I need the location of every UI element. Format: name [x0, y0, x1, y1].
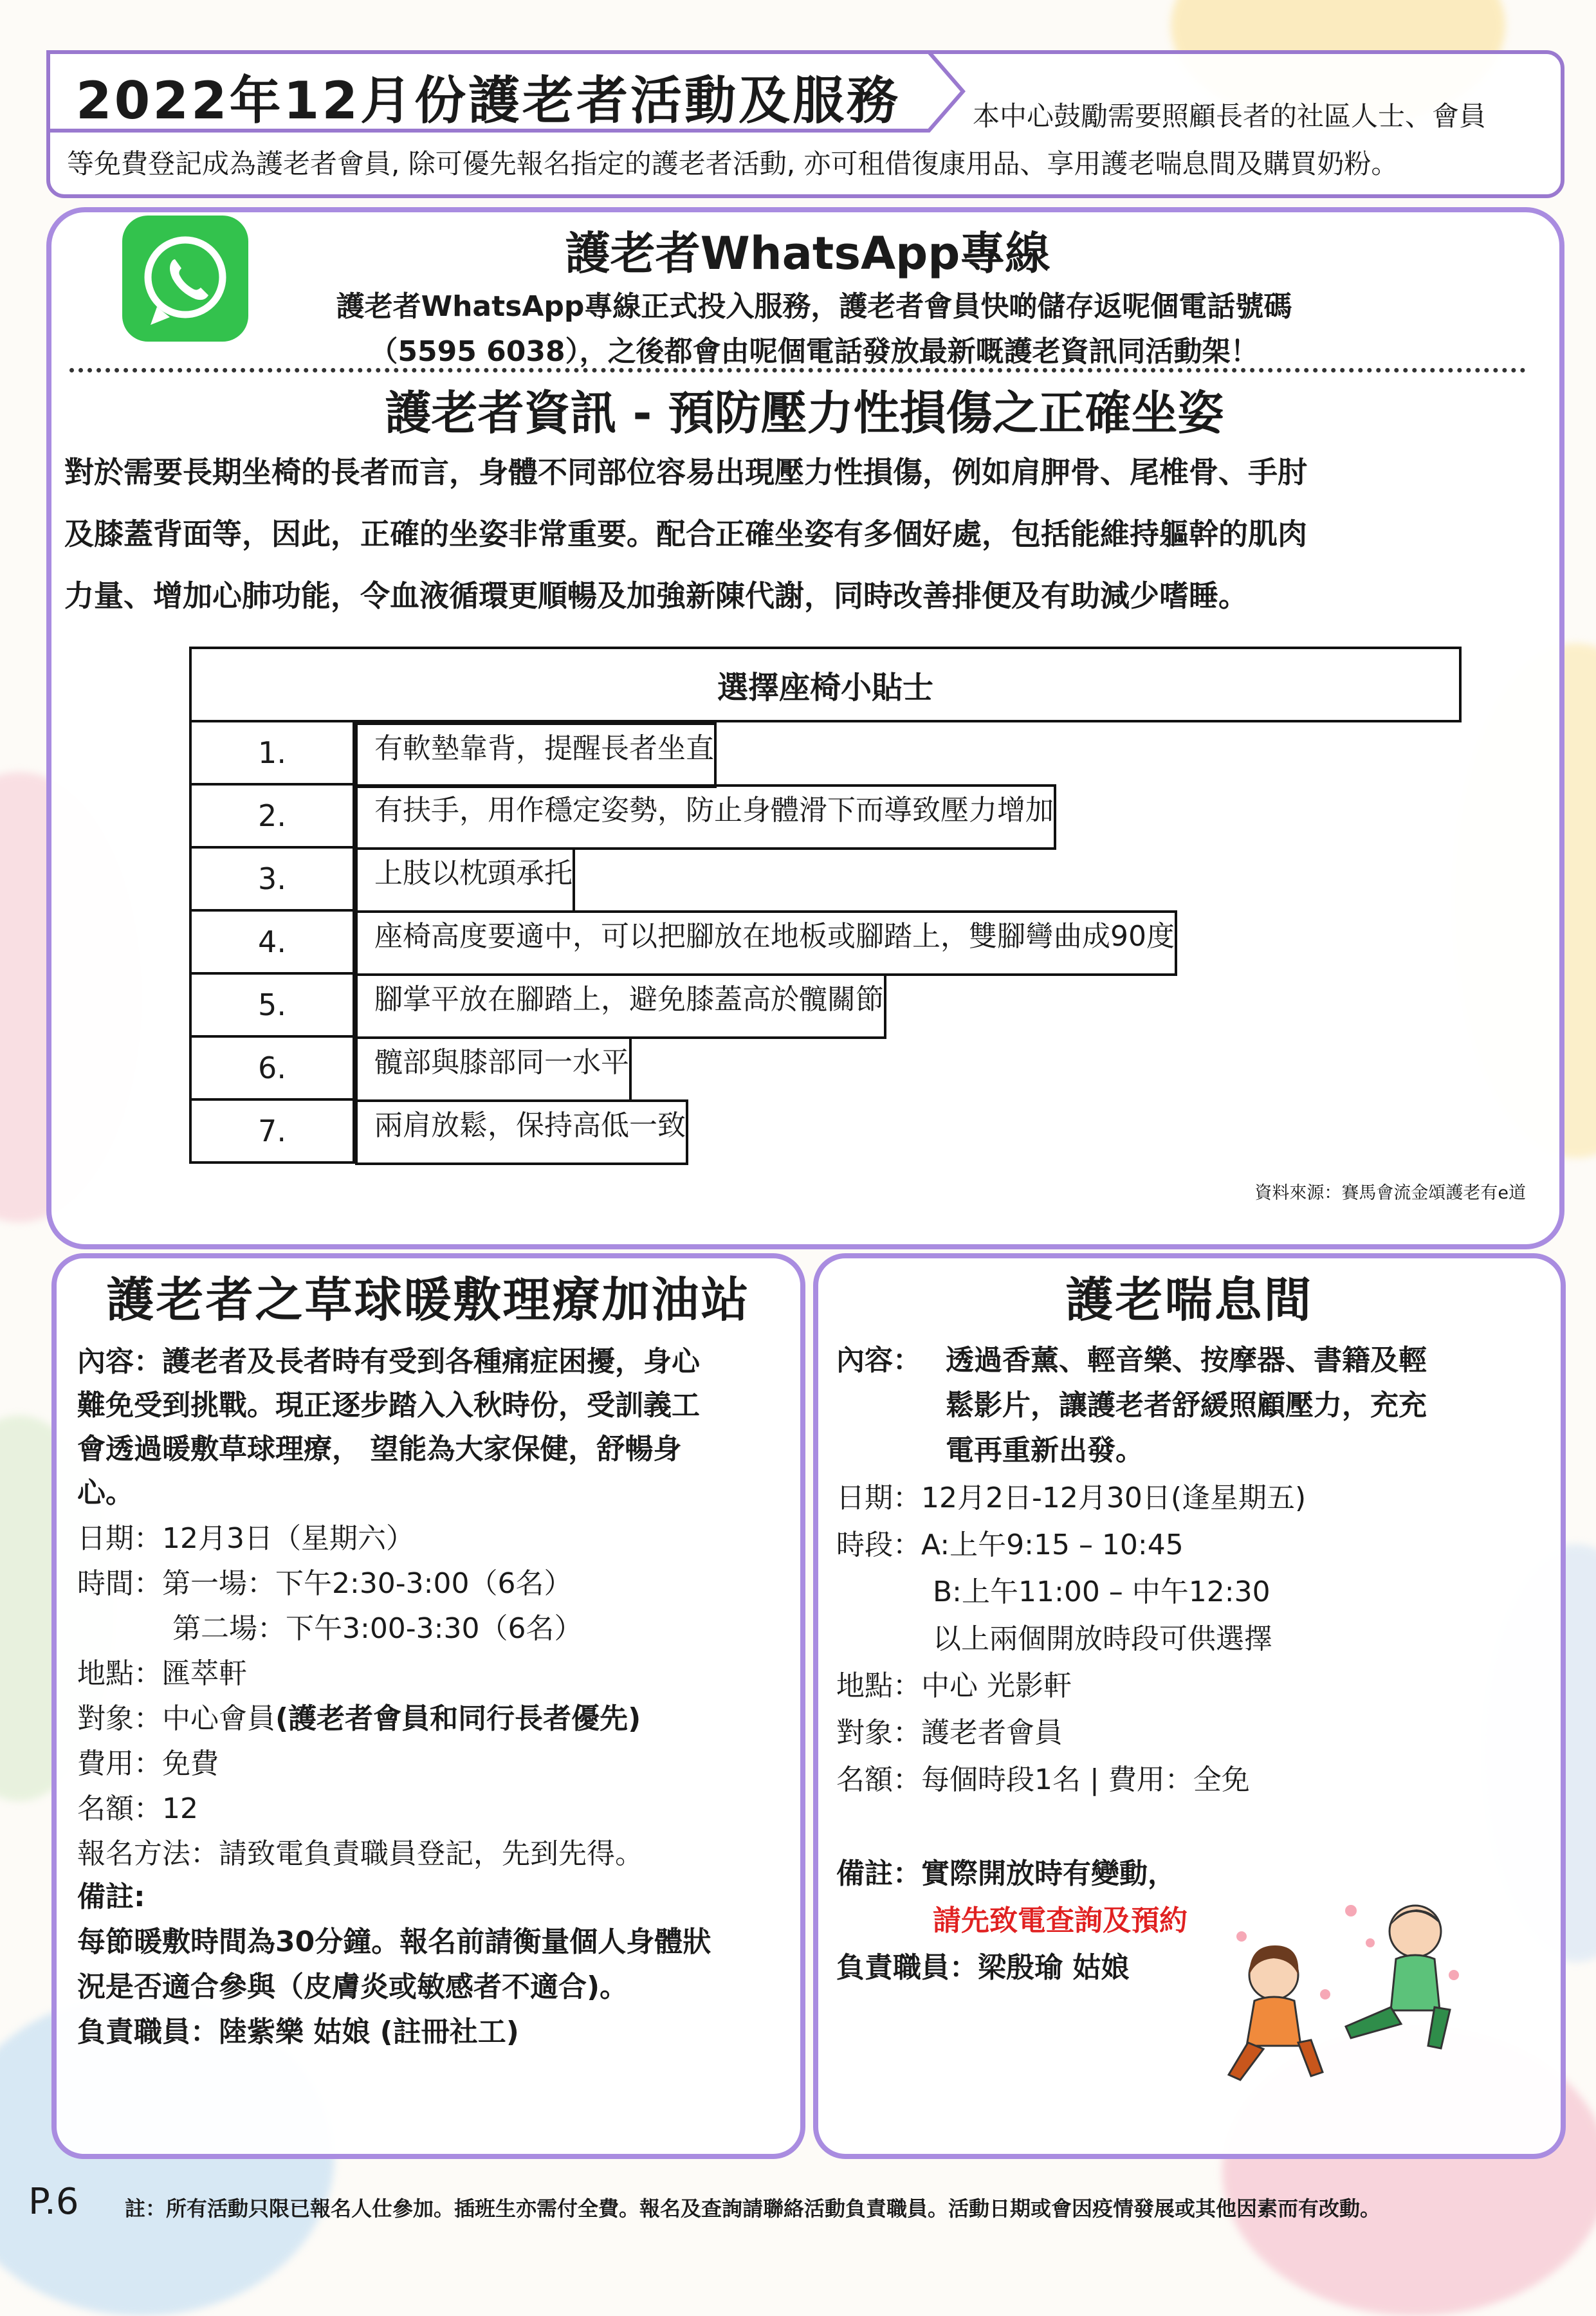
tip-number: 1. — [190, 721, 354, 784]
whatsapp-line-2: （5595 6038），之後都會由呢個電話發放最新嘅護老資訊同活動架！ — [369, 335, 1259, 368]
source-note: 資料來源：賽馬會流金頌護老有e道 — [1254, 1183, 1526, 1203]
respite-title: 護老喘息間 — [1065, 1273, 1314, 1328]
tip-text: 兩肩放鬆，保持高低一致 — [355, 1099, 688, 1165]
table-title: 選擇座椅小貼士 — [190, 648, 1460, 721]
table-row — [190, 910, 1460, 973]
activity-content-line: 心。 — [77, 1476, 134, 1509]
info-title: 護老者資訊 - 預防壓力性損傷之正確坐姿 — [385, 386, 1224, 440]
page-number: P.6 — [28, 2181, 79, 2223]
activity-title: 護老者之草球暖敷理療加油站 — [106, 1273, 751, 1328]
activity-target — [77, 1695, 641, 1736]
table-row — [190, 721, 1460, 784]
respite-target: 對象：護老者會員 — [836, 1716, 1063, 1749]
activity-target-label: 對象：中心會員 — [77, 1702, 275, 1735]
tip-number: 5. — [190, 973, 354, 1036]
activity-staff: 負責職員：陸紫樂 姑娘 (註冊社工) — [77, 2016, 519, 2048]
header-intro-right: 本中心鼓勵需要照顧長者的社區人士、會員 — [973, 100, 1487, 132]
tip-number: 6. — [190, 1036, 354, 1099]
table-row — [190, 1099, 1460, 1163]
chair-tips-table — [189, 647, 1462, 1164]
respite-staff: 負責職員：梁殷瑜 姑娘 — [836, 1951, 1130, 1984]
activity-quota: 名額：12 — [77, 1792, 198, 1825]
table-row — [190, 847, 1460, 910]
info-paragraph — [64, 441, 1537, 627]
table-row — [190, 784, 1460, 847]
header-intro-line2: 等免費登記成為護老者會員, 除可優先報名指定的護老者活動, 亦可租借復康用品、享用護老喘息間及購買奶粉。 — [67, 148, 1399, 179]
table-row — [190, 1036, 1460, 1099]
tip-text: 上肢以枕頭承托 — [355, 847, 575, 913]
tip-text: 有扶手，用作穩定姿勢，防止身體滑下而導致壓力增加 — [355, 784, 1056, 850]
respite-content-line: 鬆影片，讓護老者舒緩照顧壓力，充充 — [946, 1389, 1427, 1422]
activity-content-line: 難免受到挑戰。現正逐步踏入入秋時份，受訓義工 — [77, 1389, 700, 1422]
respite-content-line: 電再重新出發。 — [946, 1434, 1144, 1467]
activity-signup: 報名方法：請致電負責職員登記，先到先得。 — [77, 1837, 643, 1870]
dotted-divider — [69, 368, 1526, 372]
header-title-banner — [46, 50, 966, 133]
activity-time-1: 時間：第一場：下午2:30-3:00（6名） — [77, 1567, 573, 1600]
tip-text: 腳掌平放在腳踏上，避免膝蓋高於髖關節 — [355, 973, 886, 1039]
activity-remark-line: 每節暖敷時間為30分鐘。報名前請衡量個人身體狀 — [77, 1925, 711, 1958]
respite-remark-highlight: 請先致電查詢及預約 — [933, 1904, 1188, 1937]
respite-date: 日期：12月2日-12月30日(逢星期五) — [836, 1482, 1307, 1514]
resting-people-illustration — [1222, 1885, 1467, 2091]
whatsapp-title: 護老者WhatsApp專線 — [565, 227, 1050, 280]
activity-venue: 地點：匯萃軒 — [77, 1657, 247, 1690]
info-paragraph-line: 對於需要長期坐椅的長者而言，身體不同部位容易出現壓力性損傷，例如肩胛骨、尾椎骨、手肘 — [64, 455, 1307, 490]
page-title: 2022年12月份護老者活動及服務 — [76, 71, 901, 131]
respite-slot-b: B:上午11:00 – 中午12:30 — [933, 1576, 1270, 1608]
respite-slot-note: 以上兩個開放時段可供選擇 — [933, 1622, 1272, 1655]
respite-content-label: 內容： — [836, 1344, 921, 1377]
footer-note: 註：所有活動只限已報名人仕參加。插班生亦需付全費。報名及查詢請聯絡活動負責職員。活動日期或會因疫情發展或其他因素而有改動。 — [125, 2196, 1381, 2221]
tip-text: 有軟墊靠背，提醒長者坐直 — [355, 722, 717, 788]
activity-remark-label: 備註: — [77, 1880, 145, 1913]
respite-slot-a: 時段：A:上午9:15 – 10:45 — [836, 1529, 1184, 1561]
activity-time-2: 第二場：下午3:00-3:30（6名） — [172, 1612, 583, 1645]
activity-remark-line: 況是否適合參與（皮膚炎或敏感者不適合)。 — [77, 1971, 628, 2003]
activity-content-line: 內容：護老者及長者時有受到各種痛症困擾，身心 — [77, 1345, 700, 1378]
tip-number: 7. — [190, 1099, 354, 1163]
info-paragraph-line: 及膝蓋背面等，因此，正確的坐姿非常重要。配合正確坐姿有多個好處，包括能維持軀幹的肌肉 — [64, 517, 1307, 551]
tip-number: 3. — [190, 847, 354, 910]
activity-date: 日期：12月3日（星期六） — [77, 1522, 414, 1555]
activity-content-line: 會透過暖敷草球理療， 望能為大家保健，舒暢身 — [77, 1433, 682, 1466]
tip-text: 座椅高度要適中，可以把腳放在地板或腳踏上，雙腳彎曲成90度 — [355, 910, 1177, 976]
info-paragraph-line: 力量、增加心肺功能，令血液循環更順暢及加強新陳代謝，同時改善排便及有助減少嗜睡。 — [64, 578, 1248, 613]
activity-fee: 費用：免費 — [77, 1747, 219, 1780]
whatsapp-line-1: 護老者WhatsApp專線正式投入服務，護老者會員快啲儲存返呢個電話號碼 — [336, 290, 1292, 323]
activity-target-priority: (護老者會員和同行長者優先) — [275, 1702, 641, 1735]
respite-remark: 備註：實際開放時有變動， — [836, 1857, 1176, 1890]
table-row — [190, 973, 1460, 1036]
respite-content-line: 透過香薰、輕音樂、按摩器、書籍及輕 — [946, 1344, 1427, 1377]
tip-number: 4. — [190, 910, 354, 973]
tip-text: 髖部與膝部同一水平 — [355, 1036, 632, 1102]
respite-quota-fee: 名額：每個時段1名 | 費用：全免 — [836, 1763, 1250, 1796]
tip-number: 2. — [190, 784, 354, 847]
respite-venue: 地點：中心 光影軒 — [836, 1669, 1072, 1702]
